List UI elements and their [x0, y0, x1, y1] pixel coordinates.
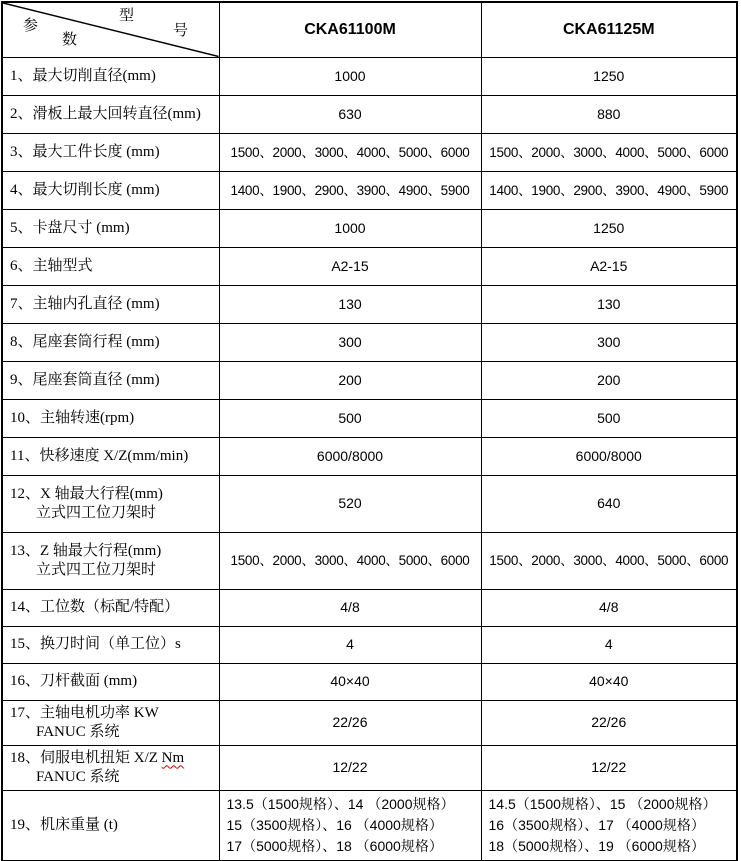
- row-value-line: 1000: [334, 219, 366, 236]
- row-value-cell: [219, 361, 481, 399]
- row-value-line: 4: [346, 636, 354, 652]
- row-value-line: 200: [597, 371, 621, 388]
- row-value-cell: [481, 95, 737, 133]
- row-value-line: A2-15: [590, 257, 628, 274]
- row-label-line: 14、工位数（标配/特配）: [10, 599, 180, 615]
- row-value-line: 16（3500规格）、17 （4000规格）: [488, 816, 705, 833]
- table-row: [2, 790, 737, 861]
- row-value-cell: [481, 663, 737, 700]
- row-label-line: 3、最大工件长度 (mm): [10, 143, 160, 160]
- row-label-cell: [2, 475, 219, 532]
- row-value-line: 1250: [593, 219, 625, 236]
- row-value-line: 1000: [334, 67, 366, 84]
- table-row: [2, 663, 737, 700]
- row-value-cell: [481, 171, 737, 209]
- row-value-line: 6000/8000: [575, 447, 642, 464]
- row-value-line: 130: [597, 295, 621, 312]
- row-value-line: 300: [597, 333, 621, 350]
- row-value-line: 1500、2000、3000、4000、5000、6000: [230, 144, 470, 160]
- row-value-cell: [481, 57, 737, 95]
- spec-table: [1, 1, 738, 861]
- row-label-line: [10, 749, 217, 768]
- row-label-cell: [2, 790, 219, 861]
- column-header-model-1: CKA61100M: [219, 2, 481, 57]
- row-value-cell: [481, 209, 737, 247]
- table-row: [2, 361, 737, 399]
- row-label-line: 5、卡盘尺寸 (mm): [10, 219, 130, 236]
- table-row: [2, 285, 737, 323]
- row-value-cell: [219, 745, 481, 790]
- row-label-cell: [2, 745, 219, 790]
- row-value-line: 880: [597, 105, 621, 122]
- row-label-cell: [2, 133, 219, 171]
- row-label-line: 8、尾座套筒行程 (mm): [10, 333, 160, 350]
- row-label-cell: [2, 361, 219, 399]
- row-value-cell: [481, 700, 737, 745]
- row-label-cell: [2, 285, 219, 323]
- row-value-cell: [481, 589, 737, 626]
- row-value-line: 4: [604, 636, 613, 652]
- row-value-cell: [219, 700, 481, 745]
- row-value-line: 1250: [593, 67, 625, 84]
- row-label-cell: [2, 209, 219, 247]
- row-value-line: 300: [338, 333, 362, 350]
- row-label-cell: [2, 437, 219, 475]
- row-label-line: 17、主轴电机功率 KW: [10, 704, 159, 721]
- row-value-line: 12/22: [332, 759, 368, 775]
- row-label-cell: [2, 247, 219, 285]
- row-value-cell: [481, 399, 737, 437]
- row-value-cell: [219, 790, 481, 861]
- row-value-cell: [219, 171, 481, 209]
- row-value-line: 630: [338, 105, 362, 122]
- row-value-line: 13.5（1500规格）、14 （2000规格）: [226, 795, 455, 812]
- row-value-line: 17（5000规格）、18 （6000规格）: [226, 837, 443, 854]
- table-row: [2, 323, 737, 361]
- table-row: [2, 475, 737, 532]
- column-header-model-2: CKA61125M: [481, 2, 737, 57]
- row-value-line: 14.5（1500规格）、15 （2000规格）: [488, 795, 717, 812]
- row-value-cell: [481, 361, 737, 399]
- row-value-line: 640: [597, 495, 621, 511]
- row-value-cell: [219, 437, 481, 475]
- row-label-line: FANUC 系统: [36, 723, 120, 740]
- row-label-line: 7、主轴内孔直径 (mm): [10, 295, 160, 312]
- row-label-cell: [2, 626, 219, 663]
- table-row: [2, 700, 737, 745]
- row-label-line: 立式四工位刀架时: [36, 504, 157, 521]
- row-value-cell: [481, 133, 737, 171]
- table-row: [2, 532, 737, 589]
- row-value-line: A2-15: [331, 257, 369, 274]
- row-value-cell: [219, 285, 481, 323]
- row-value-line: 40×40: [589, 673, 629, 689]
- row-label-line: 10、主轴转速(rpm): [10, 409, 135, 426]
- row-label-cell: [2, 399, 219, 437]
- row-label-cell: [2, 663, 219, 700]
- row-label-cell: [2, 57, 219, 95]
- row-label-text: 18、伺服电机扭矩 X/Z: [10, 749, 162, 766]
- table-row: [2, 437, 737, 475]
- table-row: [2, 133, 737, 171]
- row-value-cell: [481, 626, 737, 663]
- row-value-line: 1400、1900、2900、3900、4900、5900: [489, 182, 729, 198]
- table-row: [2, 247, 737, 285]
- row-value-line: 1500、2000、3000、4000、5000、6000: [489, 144, 729, 160]
- row-value-cell: [481, 323, 737, 361]
- row-label-line: 19、机床重量 (t): [10, 816, 118, 833]
- row-value-line: 40×40: [330, 673, 370, 689]
- table-row: [2, 626, 737, 663]
- spec-table-body: [2, 57, 737, 861]
- row-value-cell: [219, 57, 481, 95]
- row-value-cell: [481, 437, 737, 475]
- row-value-cell: [219, 323, 481, 361]
- row-value-cell: [219, 399, 481, 437]
- row-value-line: 22/26: [332, 714, 368, 730]
- corner-model-char-2: 号: [173, 23, 189, 39]
- table-row: [2, 589, 737, 626]
- row-label-cell: [2, 323, 219, 361]
- row-label-line: 16、刀杆截面 (mm): [10, 673, 138, 689]
- row-value-cell: [481, 745, 737, 790]
- row-value-line: 15（3500规格）、16 （4000规格）: [226, 816, 443, 833]
- row-value-cell: [219, 133, 481, 171]
- table-row: [2, 171, 737, 209]
- row-value-cell: [481, 532, 737, 589]
- row-value-line: 1500、2000、3000、4000、5000、6000: [489, 553, 729, 568]
- row-value-cell: [219, 95, 481, 133]
- corner-param-char-1: 参: [23, 18, 39, 34]
- row-label-line: 12、X 轴最大行程(mm): [10, 485, 163, 502]
- corner-header-cell: [2, 2, 219, 57]
- row-value-line: 520: [338, 495, 362, 511]
- row-value-cell: [219, 589, 481, 626]
- row-label-line: 13、Z 轴最大行程(mm): [10, 542, 162, 559]
- row-label-line: 6、主轴型式: [10, 257, 93, 274]
- row-label-cell: [2, 700, 219, 745]
- table-row: [2, 95, 737, 133]
- row-label-line: 9、尾座套筒直径 (mm): [10, 371, 160, 388]
- corner-model-char-1: 型: [119, 8, 135, 24]
- row-value-cell: [219, 247, 481, 285]
- row-value-cell: [219, 532, 481, 589]
- row-value-cell: [481, 475, 737, 532]
- row-value-cell: [219, 663, 481, 700]
- row-label-line: 立式四工位刀架时: [36, 561, 157, 578]
- row-value-line: 500: [597, 409, 621, 426]
- row-label-cell: [2, 589, 219, 626]
- row-label-line: FANUC 系统: [36, 768, 120, 785]
- row-value-cell: [219, 209, 481, 247]
- table-row: [2, 399, 737, 437]
- row-value-cell: [219, 475, 481, 532]
- row-label-line: 2、滑板上最大回转直径(mm): [10, 105, 201, 122]
- row-value-line: 130: [338, 295, 362, 312]
- header-row: [2, 2, 737, 57]
- row-value-line: 500: [338, 409, 362, 426]
- row-value-line: 4/8: [599, 599, 619, 615]
- row-label-line: 4、最大切削长度 (mm): [10, 181, 160, 198]
- row-value-cell: [481, 285, 737, 323]
- row-label-line: 11、快移速度 X/Z(mm/min): [10, 447, 189, 464]
- row-value-line: 1400、1900、2900、3900、4900、5900: [230, 182, 470, 198]
- table-row: [2, 209, 737, 247]
- row-value-line: 4/8: [340, 599, 360, 615]
- row-value-line: 200: [338, 371, 362, 388]
- row-label-cell: [2, 95, 219, 133]
- row-value-line: 6000/8000: [316, 447, 384, 464]
- row-value-cell: [481, 790, 737, 861]
- row-label-line: 15、换刀时间（单工位）s: [10, 636, 181, 652]
- row-value-line: 18（5000规格）、19 （6000规格）: [488, 837, 705, 854]
- table-row: [2, 745, 737, 790]
- spellcheck-underlined-text: Nm: [161, 749, 185, 766]
- row-label-cell: [2, 532, 219, 589]
- row-label-line: 1、最大切削直径(mm): [10, 67, 156, 84]
- table-row: [2, 57, 737, 95]
- row-value-cell: [219, 626, 481, 663]
- row-value-line: 1500、2000、3000、4000、5000、6000: [230, 553, 470, 568]
- corner-param-char-2: 数: [62, 32, 78, 48]
- row-value-line: 22/26: [591, 714, 627, 730]
- row-value-line: 12/22: [591, 759, 627, 775]
- row-value-cell: [481, 247, 737, 285]
- row-label-cell: [2, 171, 219, 209]
